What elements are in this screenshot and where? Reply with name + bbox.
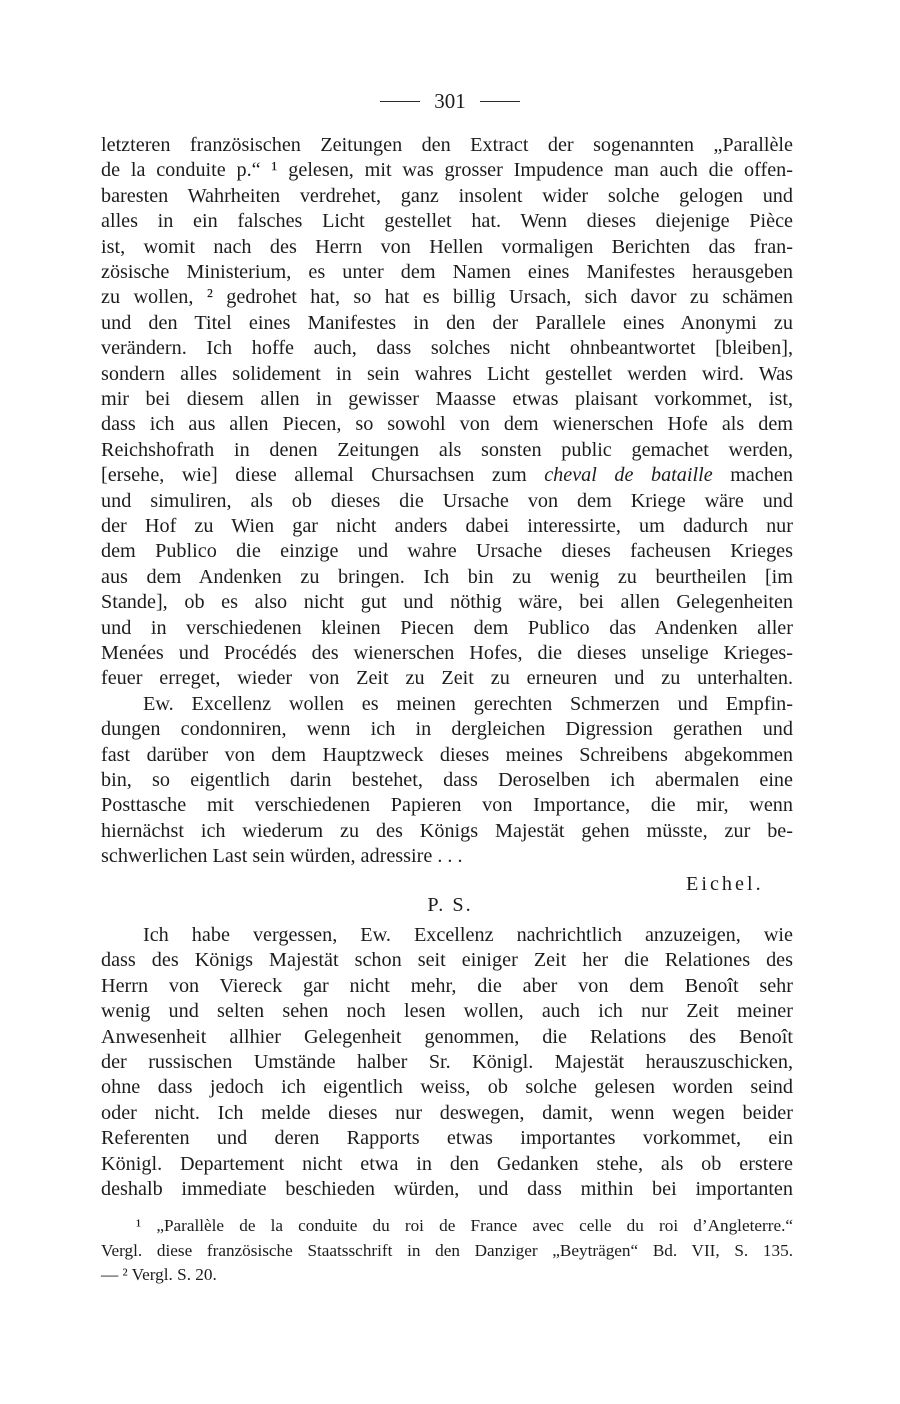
text-line: oder nicht. Ich melde dieses nur deswegen, damit, wenn wegen beider: [101, 1101, 793, 1124]
text-line: Anwesenheit allhier Gelegenheit genommen, die Relations des Benoît: [101, 1025, 793, 1048]
text-line: der russischen Umstände halber Sr. Königl. Majestät herauszuschicken,: [101, 1051, 793, 1073]
text-line: dass des Königs Majestät schon seit einiger Zeit her die Relationes des: [101, 949, 793, 972]
text-line: fast darüber von dem Hauptzweck dieses meines Schreibens abgekommen: [101, 743, 793, 766]
text-line: ohne dass jedoch ich eigentlich weiss, ob solche gelesen worden seind: [101, 1076, 793, 1099]
text-line: Stande], ob es also nicht gut und nöthig wäre, bei allen Gelegenheiten: [101, 591, 793, 614]
text-line: sondern alles solidement in sein wahres Licht gestellet werden wird. Was: [101, 362, 793, 385]
italic-phrase: cheval de bataille: [544, 464, 713, 487]
text-line: verändern. Ich hoffe auch, dass solches nicht ohnbeantwortet [bleiben],: [101, 337, 793, 360]
text-line: Ew. Excellenz wollen es meinen gerechten Schmerzen und Empfin-: [143, 692, 793, 715]
text-line: bin, so eigentlich darin bestehet, dass Deroselben ich abermalen eine: [101, 769, 793, 791]
text-line: aus dem Andenken zu bringen. Ich bin zu wenig zu beurtheilen [im: [101, 565, 793, 588]
text-line: der Hof zu Wien gar nicht anders dabei interessirte, um dadurch nur: [101, 515, 793, 537]
signature: Eichel.: [686, 873, 764, 895]
text-line-end: machen: [712, 464, 793, 487]
page-number: 301: [434, 88, 466, 113]
text-line-mixed: [101, 463, 793, 488]
text-line: Königl. Departement nicht etwa in den Gedanken stehe, als ob erstere: [101, 1152, 793, 1175]
text-line: Reichshofrath in denen Zeitungen als sonsten public gemachet werden,: [101, 438, 793, 461]
text-line: mir bei diesem allen in gewisser Maasse etwas plaisant vorkommet, ist,: [101, 388, 793, 410]
text-line: feuer erreget, wieder von Zeit zu Zeit zu erneuren und zu unterhalten.: [101, 667, 793, 690]
text-line: zu wollen, ² gedrohet hat, so hat es billig Ursach, sich davor zu schämen: [101, 286, 793, 309]
text-line: hiernächst ich wiederum zu des Königs Majestät gehen müsste, zur be-: [101, 819, 793, 842]
text-line: dem Publico die einzige und wahre Ursache dieses facheusen Krieges: [101, 540, 793, 563]
header-rule-right: [480, 101, 520, 102]
text-line: wenig und selten sehen noch lesen wollen, auch ich nur Zeit meiner: [101, 1000, 793, 1023]
text-line-start: [ersehe, wie] diese allemal Chursachsen zum: [101, 464, 545, 487]
text-line: schwerlichen Last sein würden, adressire . . .: [101, 845, 463, 868]
footnote-line: ¹ „Parallèle de la conduite du roi de France avec celle du roi d’Angleterre.“: [136, 1216, 793, 1235]
text-line: Herrn von Viereck gar nicht mehr, die aber von dem Benoît sehr: [101, 974, 793, 997]
text-line: de la conduite p.“ ¹ gelesen, mit was grosser Impudence man auch die offen-: [101, 159, 793, 182]
postscript-heading: P. S.: [427, 894, 473, 916]
footnote-line: — ² Vergl. S. 20.: [101, 1265, 217, 1284]
text-line: alles in ein falsches Licht gestellet hat. Wenn dieses diejenige Pièce: [101, 210, 793, 233]
text-line: und in verschiedenen kleinen Piecen dem Publico das Andenken aller: [101, 616, 793, 639]
text-line: dass ich aus allen Piecen, so sowohl von dem wienerschen Hofe als dem: [101, 413, 793, 436]
text-line: ist, womit nach des Herrn von Hellen vormaligen Berichten das fran-: [101, 235, 793, 258]
text-line: dungen condonniren, wenn ich in dergleichen Digression gerathen und: [101, 718, 793, 741]
text-line: Ich habe vergessen, Ew. Excellenz nachrichtlich anzuzeigen, wie: [143, 924, 793, 946]
text-line: Menées und Procédés des wienerschen Hofes, die dieses unselige Krieges-: [101, 642, 793, 664]
text-line: baresten Wahrheiten verdrehet, ganz insolent wider solche gelogen und: [101, 184, 793, 207]
text-line: und den Titel eines Manifestes in den der Parallele eines Anonymi zu: [101, 311, 793, 334]
text-line: und simuliren, als ob dieses die Ursache von dem Kriege wäre und: [101, 489, 793, 512]
header-rule-left: [380, 101, 420, 102]
text-line: zösische Ministerium, es unter dem Namen eines Manifestes herausgeben: [101, 261, 793, 283]
text-line: letzteren französischen Zeitungen den Extract der sogenannten „Parallèle: [101, 134, 793, 156]
page-header: [0, 86, 900, 116]
text-line: Posttasche mit verschiedenen Papieren von Importance, die mir, wenn: [101, 794, 793, 817]
text-line: deshalb immediate beschieden würden, und dass mithin bei importanten: [101, 1178, 793, 1200]
footnote-line: Vergl. diese französische Staatsschrift in den Danziger „Beyträgen“ Bd. VII, S. 135.: [101, 1241, 793, 1260]
text-line: Referenten und deren Rapports etwas importantes vorkommet, ein: [101, 1127, 793, 1150]
